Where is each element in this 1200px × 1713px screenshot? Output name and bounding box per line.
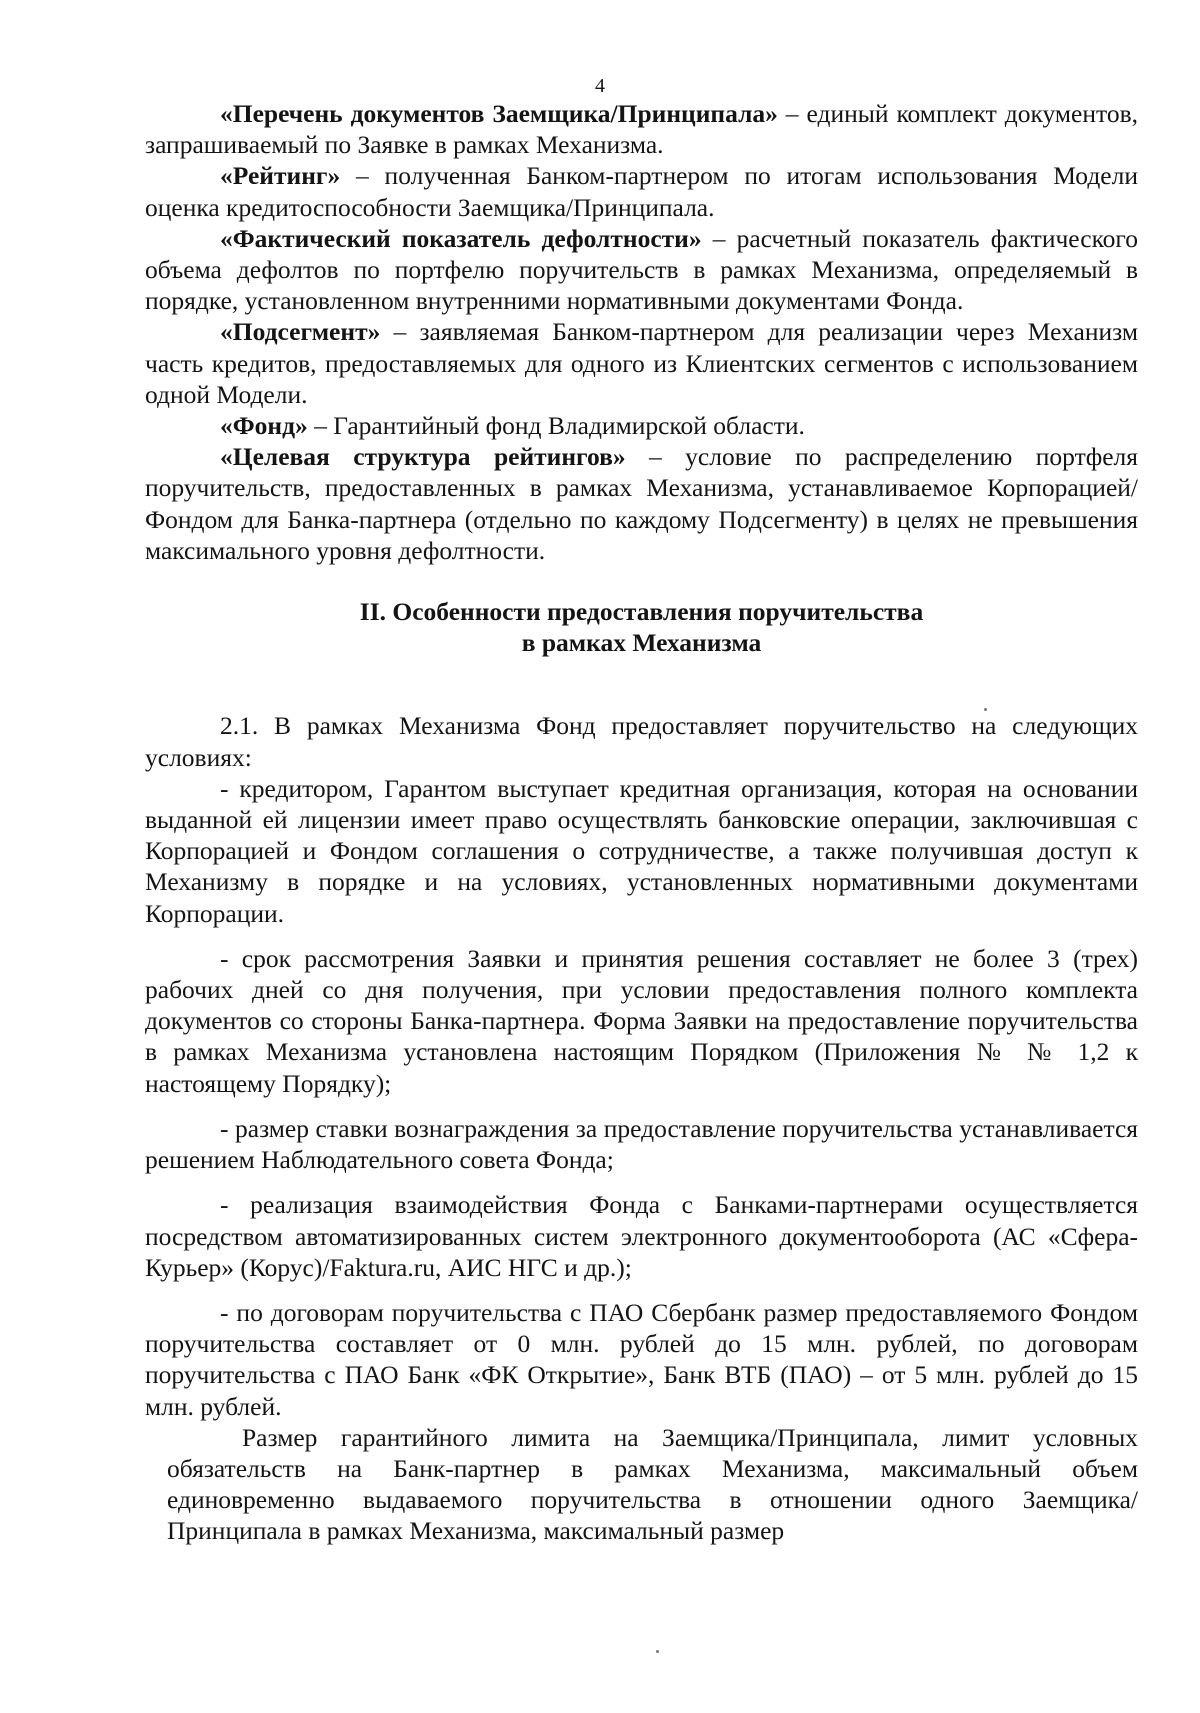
- definition-paragraph: [145, 441, 1138, 566]
- definition-term: «Рейтинг»: [220, 161, 341, 191]
- definition-paragraph: [145, 98, 1138, 160]
- definition-paragraph: [145, 410, 1138, 441]
- page-number: 4: [595, 75, 605, 97]
- definition-paragraph: [145, 223, 1138, 317]
- definition-text: – полученная Банком-партнером по итогам использования Модели оценка кредитоспособности Заемщика/Принципала.: [145, 161, 1138, 222]
- definition-text: – условие по распределению портфеля поручительств, предоставленных в рамках Механизма, устанавливаемое Корпорацией/Фондом для Банка-партнера (отдельно по каждому Подсегменту) в целях не превышения максимального уровня дефолтности.: [145, 442, 1139, 565]
- document-body: [145, 98, 1138, 1547]
- list-item: - кредитором, Гарантом выступает кредитная организация, которая на основании выданной ей лицензии имеет право осуществлять банковские операции, заключившая с Корпорацией и Фондом соглашения о сотрудничестве, а также получившая доступ к Механизму в порядке и на условиях, установленных нормативными документами Корпорации.: [145, 773, 1138, 928]
- definition-term: «Целевая структура рейтингов»: [220, 442, 626, 472]
- definition-text: – расчетный показатель фактического объема дефолтов по портфелю поручительств в рамках Механизма, определяемый в порядке, установленном внутренними нормативными документами Фонда.: [145, 223, 1138, 316]
- clause-paragraph: Размер гарантийного лимита на Заемщика/Принципала, лимит условных обязательств на Банк-партнер в рамках Механизма, максимальный объем единовременно выдаваемого поручительства в отношении одного Заемщика/Принципала в рамках Механизма, максимальный размер: [167, 1422, 1138, 1546]
- scan-speck: [656, 1650, 659, 1653]
- scan-speck: [984, 708, 987, 711]
- section-heading: [145, 596, 1138, 658]
- clause-paragraph: 2.1. В рамках Механизма Фонд предоставляет поручительство на следующих условиях:: [145, 711, 1138, 772]
- definition-term: «Фонд»: [220, 411, 308, 441]
- section-heading-line: в рамках Механизма: [521, 628, 762, 658]
- definition-text: – Гарантийный фонд Владимирской области.: [307, 411, 805, 441]
- list-item: - размер ставки вознаграждения за предоставление поручительства устанавливается решением Наблюдательного совета Фонда;: [145, 1113, 1138, 1175]
- list-item: - реализация взаимодействия Фонда с Банками-партнерами осуществляется посредством автоматизированных систем электронного документооборота (АС «Сфера-Курьер» (Корус)/Faktura.ru, АИС НГС и др.);: [145, 1190, 1138, 1282]
- list-item: - срок рассмотрения Заявки и принятия решения составляет не более 3 (трех) рабочих дней со дня получения, при условии предоставления полного комплекта документов со стороны Банка-партнера. Форма Заявки на предоставление поручительства в рамках Механизма установлена настоящим Порядком (Приложения № № 1,2 к настоящему Порядку);: [145, 943, 1138, 1098]
- definition-term: «Фактический показатель дефолтности»: [220, 223, 702, 253]
- definition-term: «Подсегмент»: [220, 317, 381, 347]
- definition-paragraph: [145, 160, 1138, 222]
- definition-text: – заявляемая Банком-партнером для реализации через Механизм часть кредитов, предоставляемых для одного из Клиентских сегментов с использованием одной Модели.: [145, 317, 1138, 409]
- definition-term: «Перечень документов Заемщика/Принципала»: [220, 99, 778, 128]
- definition-paragraph: [145, 316, 1138, 410]
- section-heading-line: II. Особенности предоставления поручительства: [359, 597, 924, 627]
- definition-text: – единый комплект документов, запрашиваемый по Заявке в рамках Механизма.: [145, 99, 1138, 160]
- list-item: - по договорам поручительства с ПАО Сбербанк размер предоставляемого Фондом поручительства составляет от 0 млн. рублей до 15 млн. рублей, по договорам поручительства с ПАО Банк «ФК Открытие», Банк ВТБ (ПАО) – от 5 млн. рублей до 15 млн. рублей.: [145, 1297, 1138, 1421]
